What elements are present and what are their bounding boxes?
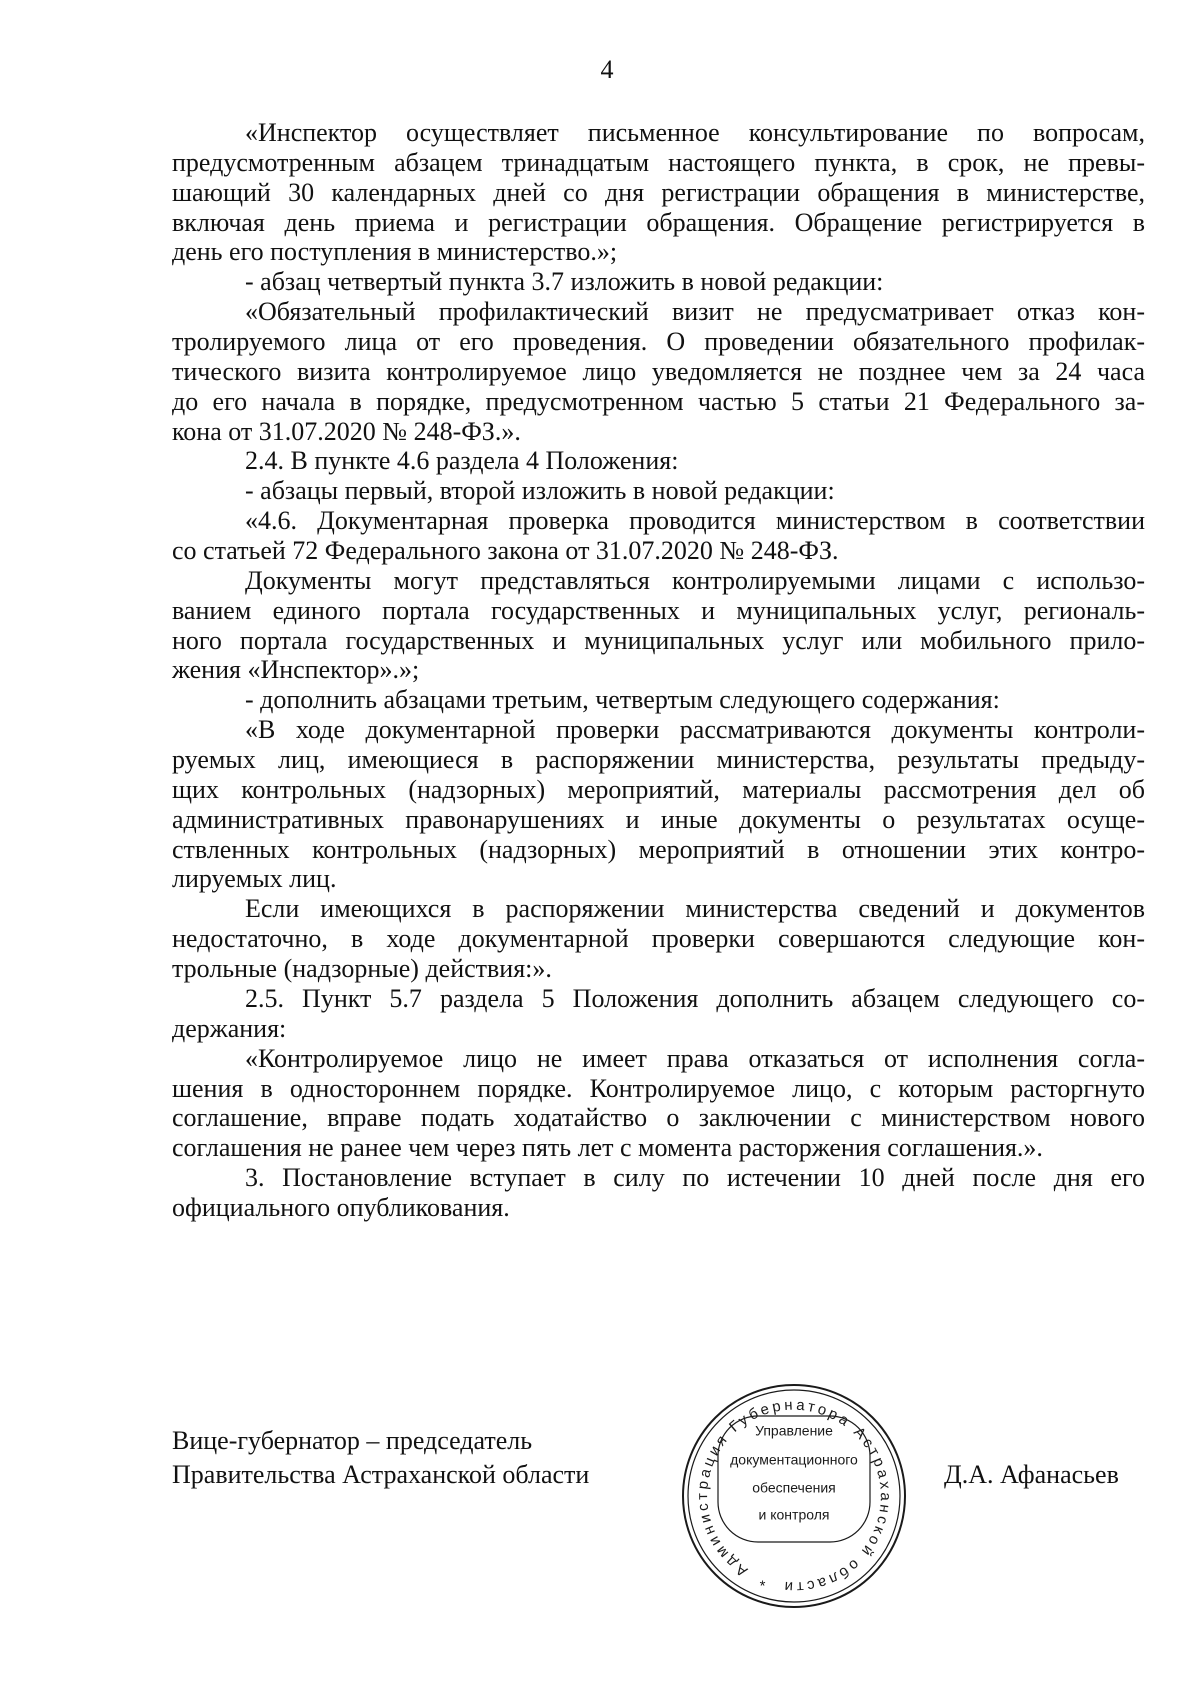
signatory-position-line: Правительства Астраханской области xyxy=(172,1460,590,1489)
text-line: шения в одностороннем порядке. Контролируемое лицо, с которым расторгнуто xyxy=(172,1073,1145,1103)
stamp-star: * xyxy=(759,1577,766,1595)
paragraph xyxy=(172,297,1145,446)
signatory-name: Д.А. Афанасьев xyxy=(944,1460,1119,1489)
text-line: тического визита контролируемое лицо уведомляется не позднее чем за 24 часа xyxy=(172,356,1145,386)
text-line: - абзац четвертый пункта 3.7 изложить в новой редакции: xyxy=(245,267,884,297)
paragraph xyxy=(172,566,1145,685)
text-line: до его начала в порядке, предусмотренном частью 5 статьи 21 Федерального за- xyxy=(172,386,1145,416)
text-line: официального опубликования. xyxy=(172,1192,510,1222)
text-line: «В ходе документарной проверки рассматриваются документы контроли- xyxy=(245,715,1145,745)
paragraph xyxy=(172,476,1145,506)
paragraph xyxy=(172,894,1145,984)
text-line: тролируемого лица от его проведения. О проведении обязательного профилак- xyxy=(172,327,1145,357)
document-body xyxy=(172,118,1145,1223)
text-line: предусмотренным абзацем тринадцатым настоящего пункта, в срок, не превы- xyxy=(172,147,1145,177)
text-line: соглашение, вправе подать ходатайство о заключении с министерством нового xyxy=(172,1103,1145,1133)
page-number: 4 xyxy=(600,55,614,84)
text-line: - абзацы первый, второй изложить в новой редакции: xyxy=(245,476,835,506)
text-line: трольные (надзорные) действия:». xyxy=(172,954,552,984)
stamp-inner-line: обеспечения xyxy=(752,1479,836,1496)
text-line: шающий 30 календарных дней со дня регистрации обращения в министерстве, xyxy=(172,177,1145,207)
paragraph xyxy=(172,685,1145,715)
official-stamp xyxy=(680,1382,908,1610)
text-line: недостаточно, в ходе документарной проверки совершаются следующие кон- xyxy=(172,924,1145,954)
text-line: 2.4. В пункте 4.6 раздела 4 Положения: xyxy=(245,446,679,476)
paragraph xyxy=(172,715,1145,894)
text-line: «Контролируемое лицо не имеет права отказаться от исполнения согла- xyxy=(245,1043,1145,1073)
text-line: ствленных контрольных (надзорных) мероприятий в отношении этих контро- xyxy=(172,834,1145,864)
stamp-outer-ring xyxy=(683,1385,905,1607)
text-line: щих контрольных (надзорных) мероприятий, материалы рассмотрения дел об xyxy=(172,774,1145,804)
stamp-inner-line: документационного xyxy=(730,1451,858,1468)
text-line: «Обязательный профилактический визит не предусматривает отказ кон- xyxy=(245,297,1145,327)
text-line: жения «Инспектор».»; xyxy=(172,655,420,685)
text-line: «4.6. Документарная проверка проводится министерством в соответствии xyxy=(245,506,1145,536)
stamp-ring-text-path: Администрация Губернатора Астраханской области xyxy=(694,1396,894,1596)
paragraph xyxy=(172,1163,1145,1223)
text-line: Если имеющихся в распоряжении министерства сведений и документов xyxy=(245,894,1145,924)
paragraph xyxy=(172,984,1145,1044)
signatory-position xyxy=(172,1424,652,1492)
text-line: со статьей 72 Федерального закона от 31.07.2020 № 248-ФЗ. xyxy=(172,536,839,566)
text-line: административных правонарушениях и иные документы о результатах осуще- xyxy=(172,804,1145,834)
text-line: «Инспектор осуществляет письменное консультирование по вопросам, xyxy=(245,118,1145,147)
text-line: - дополнить абзацами третьим, четвертым следующего содержания: xyxy=(245,685,1000,715)
stamp-inner-line: Управление xyxy=(755,1422,833,1439)
text-line: 3. Постановление вступает в силу по истечении 10 дней после дня его xyxy=(245,1163,1145,1193)
paragraph xyxy=(172,446,1145,476)
stamp-inner-line: и контроля xyxy=(758,1506,830,1523)
text-line: Документы могут представляться контролируемыми лицами с использо- xyxy=(245,565,1145,595)
text-line: лируемых лиц. xyxy=(172,864,337,894)
paragraph xyxy=(172,1044,1145,1163)
signatory-position-line: Вице-губернатор – председатель xyxy=(172,1426,533,1455)
text-line: включая день приема и регистрации обращения. Обращение регистрируется в xyxy=(172,207,1145,237)
text-line: 2.5. Пункт 5.7 раздела 5 Положения дополнить абзацем следующего со- xyxy=(245,983,1145,1013)
text-line: соглашения не ранее чем через пять лет с момента расторжения соглашения.». xyxy=(172,1133,1043,1163)
text-line: кона от 31.07.2020 № 248-ФЗ.». xyxy=(172,416,521,446)
paragraph xyxy=(172,118,1145,267)
text-line: руемых лиц, имеющиеся в распоряжении министерства, результаты предыду- xyxy=(172,745,1145,775)
text-line: держания: xyxy=(172,1013,287,1043)
text-line: ванием единого портала государственных и муниципальных услуг, региональ- xyxy=(172,595,1145,625)
text-line: ного портала государственных и муниципальных услуг или мобильного прило- xyxy=(172,625,1145,655)
paragraph xyxy=(172,506,1145,566)
paragraph xyxy=(172,267,1145,297)
text-line: день его поступления в министерство.»; xyxy=(172,237,618,267)
